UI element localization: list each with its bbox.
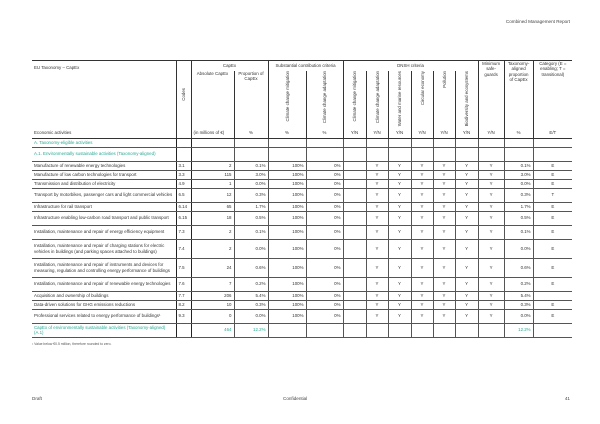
absolute-capex: 1: [191, 179, 234, 188]
dnsh-value: Y: [455, 202, 478, 211]
empty-cell: [478, 323, 504, 337]
dnsh-value: Y: [433, 309, 455, 323]
table-row: [32, 277, 572, 291]
col-sc-cca: Climate change adaptation: [322, 70, 327, 123]
min-safeguards: Y: [478, 239, 504, 258]
aligned-proportion: 0.0%: [504, 239, 533, 258]
empty-cell: [388, 323, 411, 337]
aligned-proportion: 0.0%: [504, 309, 533, 323]
empty-cell: [306, 147, 343, 161]
dnsh-value: Y: [455, 179, 478, 188]
section-a1: [32, 147, 572, 161]
dnsh-value: Y: [411, 300, 433, 309]
dnsh-value: Y: [366, 179, 388, 188]
sc-ccm: 100%: [268, 202, 306, 211]
min-safeguards: Y: [478, 291, 504, 300]
empty-cell: [478, 147, 504, 161]
dnsh-value: Y: [388, 291, 411, 300]
activity: Installation, maintenance and repair of instruments and devices for measuring, regulation and controlling energy performance of buildings: [32, 258, 176, 277]
code: 4.9: [176, 179, 191, 188]
empty-cell: [268, 147, 306, 161]
dnsh-value: Y: [433, 258, 455, 277]
dnsh-value: Y: [366, 188, 388, 202]
sc-cca: 0%: [306, 202, 343, 211]
units-absolute: (in millions of €): [191, 129, 234, 139]
sc-ccm: 100%: [268, 161, 306, 170]
dnsh-value: Y: [366, 239, 388, 258]
group-capex: CapEx: [191, 61, 268, 71]
dnsh-value: Y: [411, 258, 433, 277]
aligned-proportion: 0.3%: [504, 188, 533, 202]
empty-cell: [533, 138, 572, 147]
code: 7.4: [176, 239, 191, 258]
empty-cell: [268, 323, 306, 337]
sc-cca: 0%: [306, 300, 343, 309]
col-dnsh-circular: Circular economy: [419, 70, 425, 105]
sc-cca: 0%: [306, 239, 343, 258]
empty-cell: [411, 147, 433, 161]
code: 6.15: [176, 211, 191, 225]
dnsh-value: Y: [366, 202, 388, 211]
dnsh-value: Y: [411, 202, 433, 211]
proportion-capex: 0.1%: [234, 161, 268, 170]
empty-cell: [268, 138, 306, 147]
dnsh-value: Y: [433, 188, 455, 202]
dnsh-value: Y: [455, 239, 478, 258]
units-proportion: %: [234, 129, 268, 139]
empty-cell: [176, 138, 191, 147]
dnsh-value: Y: [433, 170, 455, 179]
col-absolute: Absolute CapEx: [191, 71, 234, 129]
footer-draft: Draft: [32, 396, 42, 401]
dnsh-value: Y: [433, 277, 455, 291]
proportion-capex: 0.0%: [234, 309, 268, 323]
units-dnsh: Y/N: [455, 129, 478, 139]
dnsh-value: [343, 291, 366, 300]
sc-ccm: 100%: [268, 211, 306, 225]
dnsh-value: Y: [366, 225, 388, 239]
dnsh-value: Y: [411, 225, 433, 239]
sc-cca: 0%: [306, 277, 343, 291]
col-min-safeguards: Minimum safe-guards: [478, 61, 504, 129]
dnsh-value: Y: [433, 211, 455, 225]
dnsh-value: Y: [433, 300, 455, 309]
proportion-capex: 1.7%: [234, 202, 268, 211]
empty-cell: [504, 147, 533, 161]
absolute-capex: 10: [191, 300, 234, 309]
dnsh-value: Y: [366, 170, 388, 179]
dnsh-value: Y: [455, 170, 478, 179]
section-a: [32, 138, 572, 147]
category: [533, 291, 572, 300]
sc-cca: 0%: [306, 309, 343, 323]
units-aligned: %: [504, 129, 533, 139]
activity: Acquisition and ownership of buildings: [32, 291, 176, 300]
dnsh-value: Y: [455, 277, 478, 291]
total-row: [32, 323, 572, 337]
units-min: Y/N: [478, 129, 504, 139]
dnsh-value: Y: [433, 179, 455, 188]
empty-cell: [191, 147, 234, 161]
min-safeguards: Y: [478, 179, 504, 188]
category: E: [533, 202, 572, 211]
dnsh-value: Y: [388, 309, 411, 323]
empty-cell: [366, 138, 388, 147]
code: 7.7: [176, 291, 191, 300]
units-dnsh: Y/N: [366, 129, 388, 139]
dnsh-value: Y: [411, 291, 433, 300]
footer-confidential: Confidential: [283, 396, 308, 401]
category: E: [533, 277, 572, 291]
empty-cell: [433, 138, 455, 147]
table-container: [32, 60, 572, 346]
proportion-capex: 0.6%: [234, 258, 268, 277]
empty-cell: [306, 138, 343, 147]
aligned-proportion: 0.6%: [504, 258, 533, 277]
activity: Transmission and distribution of electricity: [32, 179, 176, 188]
dnsh-value: Y: [433, 239, 455, 258]
empty-cell: [455, 138, 478, 147]
activity: Infrastructure enabling low-carbon road transport and public transport: [32, 211, 176, 225]
code: 3.1: [176, 161, 191, 170]
dnsh-value: Y: [433, 202, 455, 211]
absolute-capex: 206: [191, 291, 234, 300]
empty-cell: [306, 323, 343, 337]
aligned-proportion: 5.4%: [504, 291, 533, 300]
absolute-capex: 12: [191, 188, 234, 202]
absolute-capex: 2: [191, 225, 234, 239]
empty-cell: [343, 323, 366, 337]
dnsh-value: Y: [455, 225, 478, 239]
col-aligned: Taxonomy-aligned proportion of CapEx: [504, 61, 533, 129]
dnsh-value: [343, 309, 366, 323]
table-row: [32, 258, 572, 277]
category: E: [533, 309, 572, 323]
min-safeguards: Y: [478, 309, 504, 323]
dnsh-value: [343, 277, 366, 291]
units-sc-ccm: %: [268, 129, 306, 139]
aligned-proportion: 3.0%: [504, 170, 533, 179]
absolute-capex: 65: [191, 202, 234, 211]
aligned-proportion: 0.2%: [504, 277, 533, 291]
dnsh-value: Y: [455, 291, 478, 300]
units-dnsh: Y/N: [411, 129, 433, 139]
table-row: [32, 202, 572, 211]
code: 9.3: [176, 309, 191, 323]
sc-ccm: 100%: [268, 179, 306, 188]
sc-ccm: 100%: [268, 258, 306, 277]
dnsh-value: Y: [411, 188, 433, 202]
proportion-capex: 0.3%: [234, 300, 268, 309]
total-aligned: 12.2%: [504, 323, 533, 337]
empty-cell: [533, 323, 572, 337]
sc-cca: 0%: [306, 179, 343, 188]
dnsh-value: Y: [455, 309, 478, 323]
sc-cca: 0%: [306, 188, 343, 202]
dnsh-value: Y: [411, 277, 433, 291]
min-safeguards: Y: [478, 170, 504, 179]
empty-cell: [343, 138, 366, 147]
category: E: [533, 239, 572, 258]
col-dnsh-water: Water and marine resources: [397, 70, 403, 126]
dnsh-value: [343, 211, 366, 225]
capex-taxonomy-table: [32, 60, 572, 338]
units-sc-cca: %: [306, 129, 343, 139]
code: 8.2: [176, 300, 191, 309]
col-proportion: Proportion of CapEx: [234, 71, 268, 129]
page-number: 41: [564, 396, 570, 401]
units-dnsh: Y/N: [433, 129, 455, 139]
proportion-capex: 0.2%: [234, 277, 268, 291]
table-row: [32, 225, 572, 239]
absolute-capex: 2: [191, 239, 234, 258]
dnsh-value: Y: [388, 170, 411, 179]
sc-cca: 0%: [306, 170, 343, 179]
min-safeguards: Y: [478, 161, 504, 170]
dnsh-value: Y: [455, 258, 478, 277]
table-title: EU Taxonomy – CapEx: [32, 61, 176, 129]
dnsh-value: [343, 179, 366, 188]
group-substantial: Substantial contribution criteria: [268, 61, 343, 71]
activity: Infrastructure for rail transport: [32, 202, 176, 211]
empty-cell: [411, 138, 433, 147]
group-dnsh: DNSH criteria: [343, 61, 478, 71]
min-safeguards: Y: [478, 202, 504, 211]
dnsh-value: Y: [411, 309, 433, 323]
dnsh-value: Y: [455, 211, 478, 225]
dnsh-value: Y: [388, 202, 411, 211]
aligned-proportion: 0.3%: [504, 300, 533, 309]
absolute-capex: 24: [191, 258, 234, 277]
activity: Data-driven solutions for GHG emissions reductions: [32, 300, 176, 309]
dnsh-value: Y: [366, 258, 388, 277]
report-title: Combined Management Report: [505, 19, 570, 24]
empty-cell: [411, 323, 433, 337]
col-dnsh-biodiversity: Biodiversity and ecosystems: [464, 70, 470, 126]
dnsh-value: Y: [388, 239, 411, 258]
sc-ccm: 100%: [268, 170, 306, 179]
units-category: E/T: [533, 129, 572, 139]
code: 3.3: [176, 170, 191, 179]
empty-cell: [388, 147, 411, 161]
min-safeguards: Y: [478, 277, 504, 291]
table-row: [32, 300, 572, 309]
units-activities: Economic activities: [32, 129, 176, 139]
aligned-proportion: 0.1%: [504, 225, 533, 239]
dnsh-value: [343, 188, 366, 202]
sc-cca: 0%: [306, 225, 343, 239]
footnote: ¹ Value below €0.5 million, therefore rounded to zero.: [32, 341, 112, 346]
code: 7.5: [176, 258, 191, 277]
dnsh-value: Y: [388, 300, 411, 309]
empty-cell: [176, 323, 191, 337]
category: E: [533, 258, 572, 277]
empty-cell: [478, 138, 504, 147]
code: 7.6: [176, 277, 191, 291]
aligned-proportion: 0.0%: [504, 179, 533, 188]
dnsh-value: Y: [411, 211, 433, 225]
code: 7.3: [176, 225, 191, 239]
absolute-capex: 18: [191, 211, 234, 225]
total-label: CapEx of environmentally sustainable activities (Taxonomy-aligned) (A.1): [32, 323, 176, 337]
sc-cca: 0%: [306, 258, 343, 277]
proportion-capex: 5.4%: [234, 291, 268, 300]
category: E: [533, 179, 572, 188]
category: E: [533, 161, 572, 170]
section-a1-label: A.1. Environmentally sustainable activities (Taxonomy-aligned): [32, 147, 176, 161]
absolute-capex: 2: [191, 161, 234, 170]
col-dnsh-ccm: Climate change mitigation: [352, 70, 358, 122]
dnsh-value: Y: [388, 277, 411, 291]
activity: Transport by motorbikes, passenger cars and light commercial vehicles: [32, 188, 176, 202]
empty-cell: [176, 147, 191, 161]
dnsh-value: [343, 300, 366, 309]
dnsh-value: Y: [388, 161, 411, 170]
sc-cca: 0%: [306, 291, 343, 300]
dnsh-value: Y: [433, 291, 455, 300]
sc-ccm: 100%: [268, 225, 306, 239]
sc-cca: 0%: [306, 161, 343, 170]
table-row: [32, 170, 572, 179]
min-safeguards: Y: [478, 300, 504, 309]
table-row: [32, 179, 572, 188]
dnsh-value: Y: [388, 225, 411, 239]
units-dnsh: Y/N: [343, 129, 366, 139]
dnsh-value: Y: [388, 211, 411, 225]
col-sc-ccm: Climate change mitigation: [284, 70, 290, 122]
dnsh-value: Y: [366, 277, 388, 291]
activity: Professional services related to energy performance of buildings¹: [32, 309, 176, 323]
activity: Installation, maintenance and repair of energy efficiency equipment: [32, 225, 176, 239]
category: E: [533, 300, 572, 309]
dnsh-value: Y: [411, 179, 433, 188]
proportion-capex: 0.1%: [234, 225, 268, 239]
section-a-label: A. Taxonomy-eligible activities: [32, 138, 176, 147]
col-dnsh-cca: Climate change adaptation: [374, 70, 380, 123]
dnsh-value: Y: [455, 188, 478, 202]
sc-ccm: 100%: [268, 309, 306, 323]
code: 6.14: [176, 202, 191, 211]
col-codes: Codes: [181, 87, 186, 101]
dnsh-value: Y: [411, 161, 433, 170]
code: 6.5: [176, 188, 191, 202]
dnsh-value: Y: [455, 300, 478, 309]
col-dnsh-pollution: Pollution: [441, 70, 447, 88]
table-row: [32, 188, 572, 202]
sc-ccm: 100%: [268, 239, 306, 258]
table-row: [32, 291, 572, 300]
dnsh-value: Y: [366, 300, 388, 309]
table-row: [32, 239, 572, 258]
proportion-capex: 0.3%: [234, 188, 268, 202]
category: E: [533, 211, 572, 225]
dnsh-value: Y: [366, 291, 388, 300]
min-safeguards: Y: [478, 258, 504, 277]
empty-cell: [366, 147, 388, 161]
dnsh-value: Y: [388, 188, 411, 202]
empty-cell: [234, 138, 268, 147]
min-safeguards: Y: [478, 188, 504, 202]
dnsh-value: [343, 202, 366, 211]
sc-ccm: 100%: [268, 291, 306, 300]
total-proportion: 12.2%: [234, 323, 268, 337]
dnsh-value: Y: [388, 258, 411, 277]
sc-ccm: 100%: [268, 300, 306, 309]
dnsh-value: [343, 225, 366, 239]
dnsh-value: [343, 239, 366, 258]
proportion-capex: 0.0%: [234, 239, 268, 258]
aligned-proportion: 1.7%: [504, 202, 533, 211]
empty-cell: [455, 323, 478, 337]
category: E: [533, 170, 572, 179]
empty-cell: [533, 147, 572, 161]
empty-cell: [433, 147, 455, 161]
empty-cell: [366, 323, 388, 337]
empty-cell: [191, 138, 234, 147]
units-dnsh: Y/N: [388, 129, 411, 139]
proportion-capex: 0.0%: [234, 179, 268, 188]
dnsh-value: Y: [411, 170, 433, 179]
dnsh-value: Y: [455, 161, 478, 170]
table-row: [32, 161, 572, 170]
sc-ccm: 100%: [268, 188, 306, 202]
min-safeguards: Y: [478, 225, 504, 239]
dnsh-value: [343, 170, 366, 179]
sc-cca: 0%: [306, 211, 343, 225]
dnsh-value: Y: [433, 225, 455, 239]
absolute-capex: 0: [191, 309, 234, 323]
activity: Manufacture of renewable energy technologies: [32, 161, 176, 170]
table-row: [32, 211, 572, 225]
proportion-capex: 3.0%: [234, 170, 268, 179]
activity: Installation, maintenance and repair of renewable energy technologies: [32, 277, 176, 291]
dnsh-value: Y: [366, 211, 388, 225]
category: E: [533, 225, 572, 239]
empty-cell: [504, 138, 533, 147]
sc-ccm: 100%: [268, 277, 306, 291]
dnsh-value: Y: [411, 239, 433, 258]
col-category: Category (E = enabling; T = transitional): [533, 61, 572, 129]
dnsh-value: [343, 258, 366, 277]
activity: Installation, maintenance and repair of charging stations for electric vehicles in buildings (and parking spaces attached to buildings): [32, 239, 176, 258]
category: T: [533, 188, 572, 202]
absolute-capex: 115: [191, 170, 234, 179]
empty-cell: [433, 323, 455, 337]
empty-cell: [455, 147, 478, 161]
absolute-capex: 7: [191, 277, 234, 291]
aligned-proportion: 0.1%: [504, 161, 533, 170]
dnsh-value: Y: [366, 161, 388, 170]
dnsh-value: Y: [388, 179, 411, 188]
dnsh-value: Y: [366, 309, 388, 323]
aligned-proportion: 0.5%: [504, 211, 533, 225]
empty-cell: [234, 147, 268, 161]
proportion-capex: 0.5%: [234, 211, 268, 225]
min-safeguards: Y: [478, 211, 504, 225]
activity: Manufacture of low carbon technologies for transport: [32, 170, 176, 179]
total-absolute: 464: [191, 323, 234, 337]
dnsh-value: Y: [433, 161, 455, 170]
table-row: [32, 309, 572, 323]
dnsh-value: [343, 161, 366, 170]
empty-cell: [343, 147, 366, 161]
empty-cell: [388, 138, 411, 147]
